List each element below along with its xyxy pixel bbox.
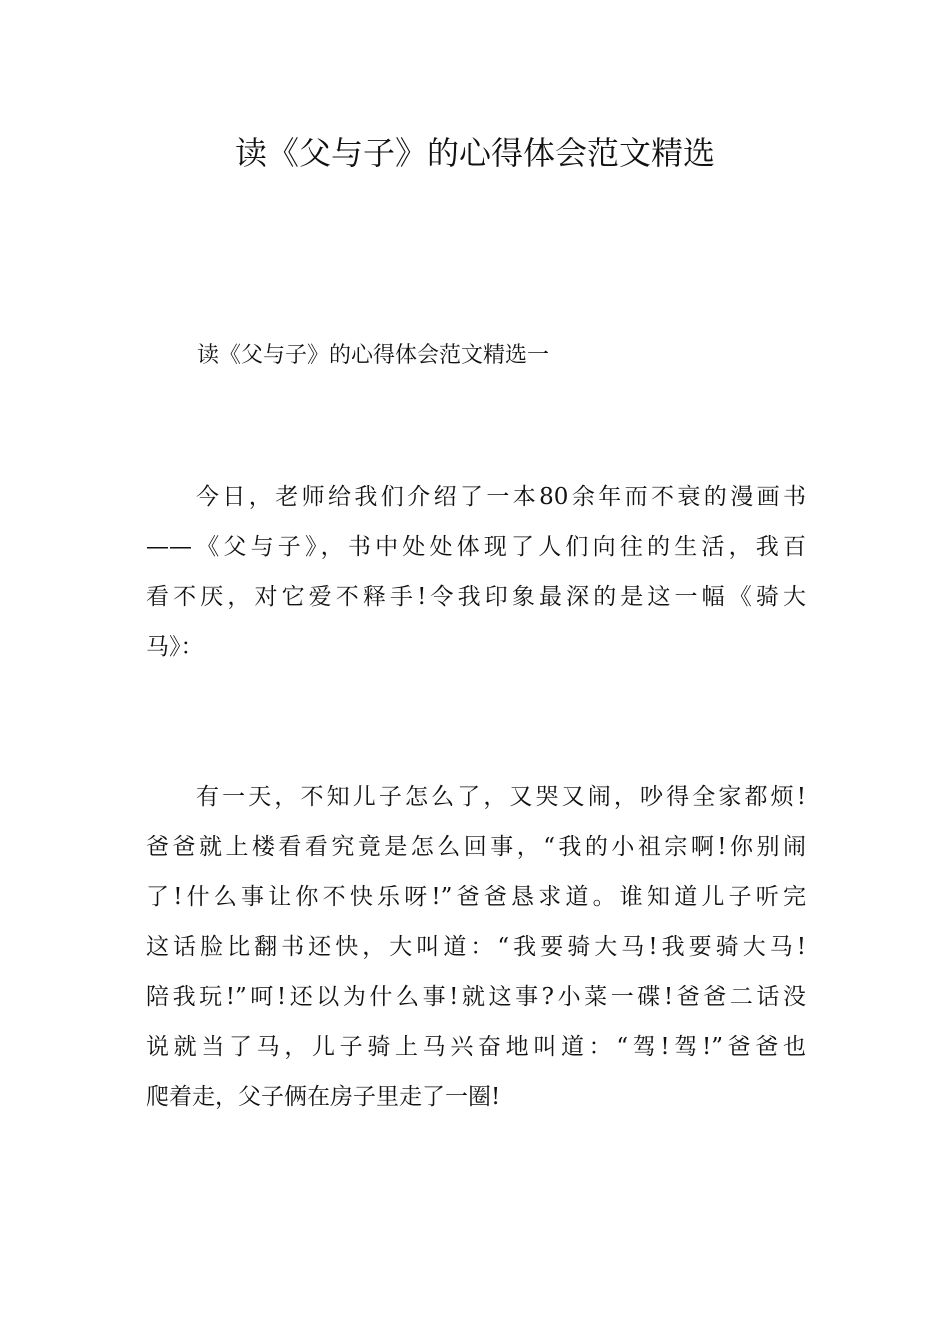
paragraph-line: 爬着走，父子俩在房子里走了一圈! bbox=[146, 1084, 501, 1110]
paragraph-line: 这话脸比翻书还快，大叫道：“我要骑大马!我要骑大马! bbox=[146, 934, 806, 960]
paragraph-line: ——《父与子》，书中处处体现了人们向往的生活，我百 bbox=[146, 534, 806, 560]
paragraph-line: 陪我玩!”呵!还以为什么事!就这事?小菜一碟!爸爸二话没 bbox=[146, 984, 806, 1010]
paragraph-line: 说就当了马，儿子骑上马兴奋地叫道：“驾!驾!”爸爸也 bbox=[146, 1034, 806, 1060]
paragraph-line: 有一天，不知儿子怎么了，又哭又闹，吵得全家都烦! bbox=[196, 784, 806, 810]
paragraph-2 bbox=[146, 772, 806, 1122]
section-heading: 读《父与子》的心得体会范文精选一 bbox=[197, 343, 550, 368]
paragraph-line: 看不厌，对它爱不释手!令我印象最深的是这一幅《骑大 bbox=[146, 584, 806, 610]
paragraph-line: 今日，老师给我们介绍了一本80余年而不衰的漫画书 bbox=[196, 484, 806, 510]
paragraph-line: 马》： bbox=[146, 634, 204, 660]
document-title: 读《父与子》的心得体会范文精选 bbox=[234, 134, 715, 172]
paragraph-line: 了!什么事让你不快乐呀!”爸爸恳求道。谁知道儿子听完 bbox=[146, 884, 806, 910]
paragraph-line: 爸爸就上楼看看究竟是怎么回事，“我的小祖宗啊!你别闹 bbox=[146, 834, 806, 860]
paragraph-1 bbox=[146, 472, 806, 672]
